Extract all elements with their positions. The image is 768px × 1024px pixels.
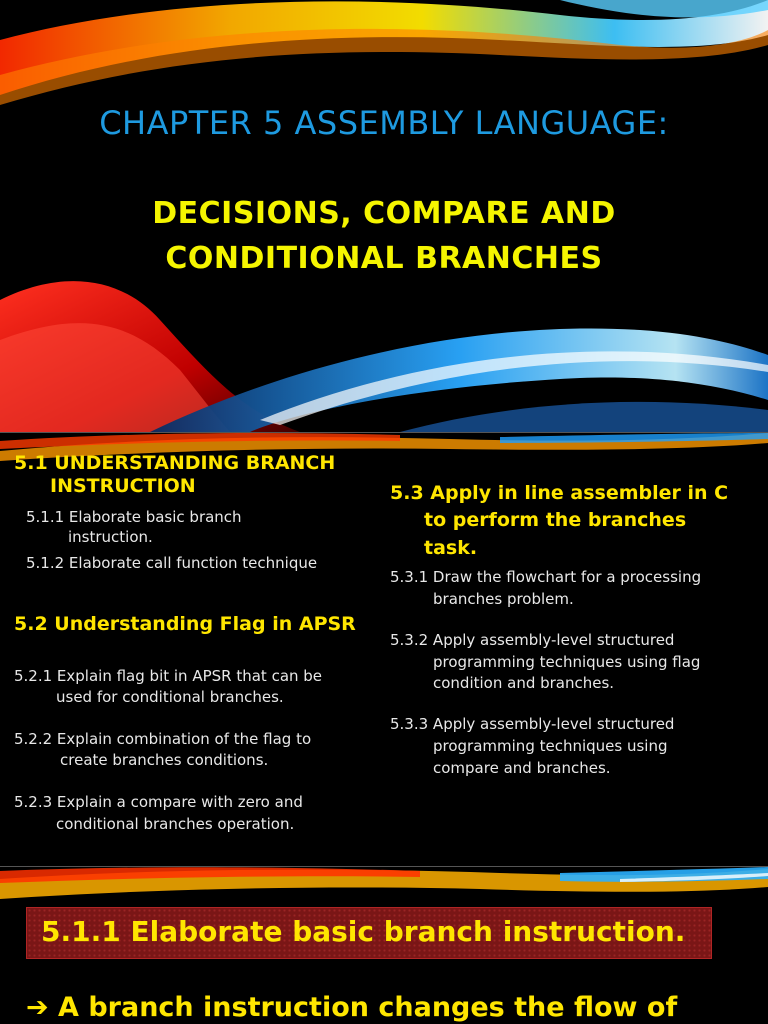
item-5-2-2-line1: 5.2.2 Explain combination of the flag to bbox=[14, 730, 312, 748]
item-5-1-1-line1: 5.1.1 Elaborate basic branch bbox=[26, 508, 242, 526]
slide-subtitle-line2: CONDITIONAL BRANCHES bbox=[165, 241, 603, 276]
item-5-3-2-line3: condition and branches. bbox=[433, 674, 615, 692]
arrow-icon: ➔ bbox=[26, 992, 49, 1023]
item-5-3-3-line3: compare and branches. bbox=[433, 759, 611, 777]
item-5-3-1-line2: branches problem. bbox=[433, 590, 574, 608]
chapter-title: CHAPTER 5 ASSEMBLY LANGUAGE: bbox=[99, 104, 669, 142]
section-5-1-heading-line1: 5.1 UNDERSTANDING BRANCH bbox=[14, 452, 336, 474]
banner-title: 5.1.1 Elaborate basic branch instruction. bbox=[41, 915, 686, 948]
bullet-text: A branch instruction changes the flow of bbox=[58, 992, 678, 1023]
title-slide bbox=[0, 0, 768, 432]
item-5-3-2-line1: 5.3.2 Apply assembly-level structured bbox=[390, 631, 675, 649]
item-5-3-3-line1: 5.3.3 Apply assembly-level structured bbox=[390, 715, 675, 733]
outline-slide bbox=[0, 433, 768, 866]
item-5-1-1-line2: instruction. bbox=[68, 528, 153, 546]
section-banner bbox=[26, 907, 712, 959]
section-5-3-heading-line2: to perform the branches bbox=[424, 509, 687, 531]
section-5-3-heading-line3: task. bbox=[424, 537, 478, 559]
swirl-decoration-bottom bbox=[0, 867, 768, 907]
item-5-2-3-line1: 5.2.3 Explain a compare with zero and bbox=[14, 793, 303, 811]
section-5-2-heading: 5.2 Understanding Flag in APSR bbox=[14, 613, 356, 635]
item-5-2-1-line1: 5.2.1 Explain flag bit in APSR that can be bbox=[14, 667, 323, 685]
bullet-line bbox=[26, 992, 677, 1023]
item-5-1-2: 5.1.2 Elaborate call function technique bbox=[26, 554, 318, 572]
item-5-3-1-line1: 5.3.1 Draw the flowchart for a processing bbox=[390, 568, 702, 586]
item-5-2-2-line2: create branches conditions. bbox=[60, 751, 269, 769]
slide-subtitle-line1: DECISIONS, COMPARE AND bbox=[152, 196, 616, 231]
section-5-1-heading-line2: INSTRUCTION bbox=[50, 475, 196, 497]
item-5-2-1-line2: used for conditional branches. bbox=[56, 688, 284, 706]
section-5-3-heading-line1: 5.3 Apply in line assembler in C bbox=[390, 482, 729, 504]
item-5-3-2-line2: programming techniques using flag bbox=[433, 653, 701, 671]
content-slide bbox=[0, 867, 768, 1024]
item-5-2-3-line2: conditional branches operation. bbox=[56, 815, 295, 833]
item-5-3-3-line2: programming techniques using bbox=[433, 737, 668, 755]
